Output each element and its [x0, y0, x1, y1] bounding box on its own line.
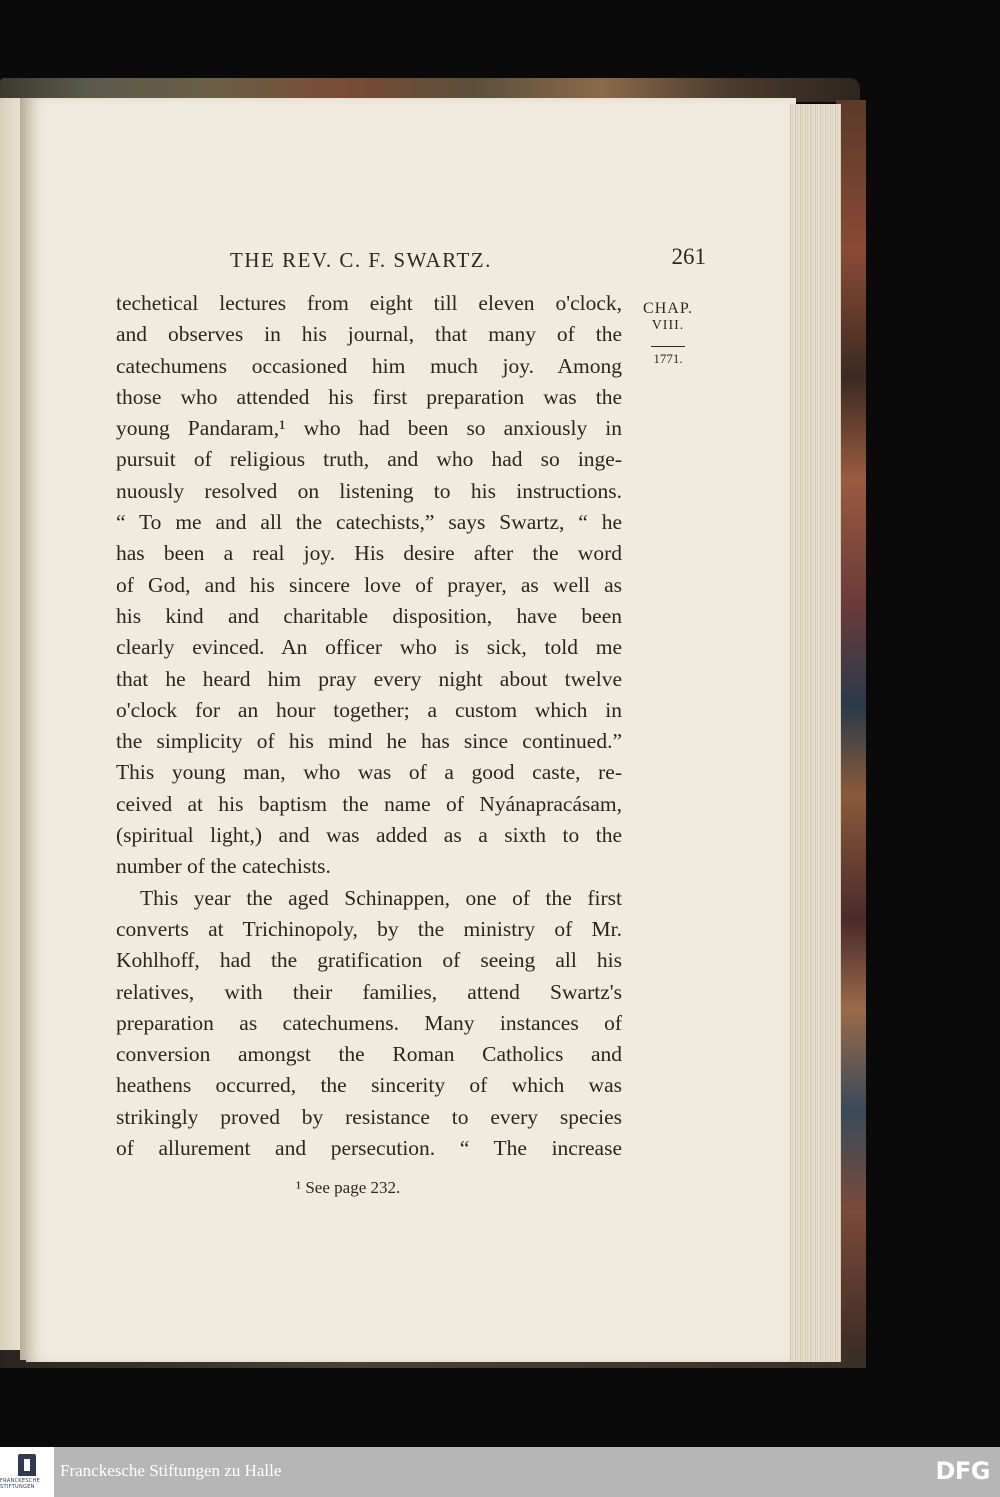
text-line: pursuit of religious truth, and who had so inge-: [116, 447, 622, 472]
institution-logo[interactable]: [0, 1447, 54, 1497]
text-line: heathens occurred, the sincerity of which was: [116, 1073, 622, 1098]
footnote: ¹ See page 232.: [296, 1178, 401, 1197]
text-line: ceived at his baptism the name of Nyánapracásam,: [116, 791, 622, 816]
text-line: techetical lectures from eight till eleven o'clock,: [116, 291, 622, 315]
text-line: o'clock for an hour together; a custom which in: [116, 697, 622, 722]
text-line: and observes in his journal, that many of the: [116, 322, 622, 347]
page-number: 261: [671, 244, 706, 269]
text-line: This young man, who was of a good caste, re-: [116, 760, 622, 785]
institution-name[interactable]: Franckesche Stiftungen zu Halle: [60, 1461, 282, 1480]
text-line: young Pandaram,¹ who had been so anxiously in: [116, 416, 622, 441]
text-line: catechumens occasioned him much joy. Among: [116, 353, 622, 378]
page-stack-edges: [790, 104, 841, 1362]
logo-text: FRANCKESCHE STIFTUNGEN: [0, 1478, 41, 1490]
building-icon: [18, 1454, 36, 1476]
text-line: This year the aged Schinappen, one of the first: [140, 885, 622, 910]
text-line: Kohlhoff, had the gratification of seeing all his: [116, 948, 622, 973]
running-title: THE REV. C. F. SWARTZ.: [230, 248, 492, 272]
viewer-footer: [0, 1447, 1000, 1497]
text-line: that he heard him pray every night about twelve: [116, 666, 622, 691]
text-line: his kind and charitable disposition, have been: [116, 603, 622, 628]
margin-rule: [651, 346, 685, 347]
margin-chapter-label: CHAP.: [643, 300, 693, 317]
text-line: clearly evinced. An officer who is sick, told me: [116, 635, 622, 660]
margin-chapter-number: VIII.: [651, 318, 685, 333]
text-line: (spiritual light,) and was added as a sixth to the: [116, 823, 622, 848]
margin-year: 1771.: [653, 351, 683, 366]
body-text: [116, 288, 622, 1164]
text-line: has been a real joy. His desire after the word: [116, 541, 622, 566]
text-line: “ To me and all the catechists,” says Swartz, “ he: [116, 510, 622, 535]
text-line: number of the catechists.: [116, 854, 331, 879]
text-line: of God, and his sincere love of prayer, as well as: [116, 572, 622, 597]
text-line: the simplicity of his mind he has since continued.”: [116, 729, 622, 754]
dfg-logo[interactable]: DFG: [935, 1457, 990, 1485]
text-line: those who attended his first preparation was the: [116, 384, 622, 409]
text-line: strikingly proved by resistance to every species: [116, 1104, 622, 1129]
text-line: converts at Trichinopoly, by the ministry of Mr.: [116, 916, 622, 941]
text-line: of allurement and persecution. “ The increase: [116, 1136, 622, 1161]
text-line: nuously resolved on listening to his instructions.: [116, 478, 622, 503]
text-line: conversion amongst the Roman Catholics and: [116, 1042, 622, 1067]
text-line: preparation as catechumens. Many instances of: [116, 1010, 622, 1035]
text-line: relatives, with their families, attend Swartz's: [116, 979, 622, 1004]
